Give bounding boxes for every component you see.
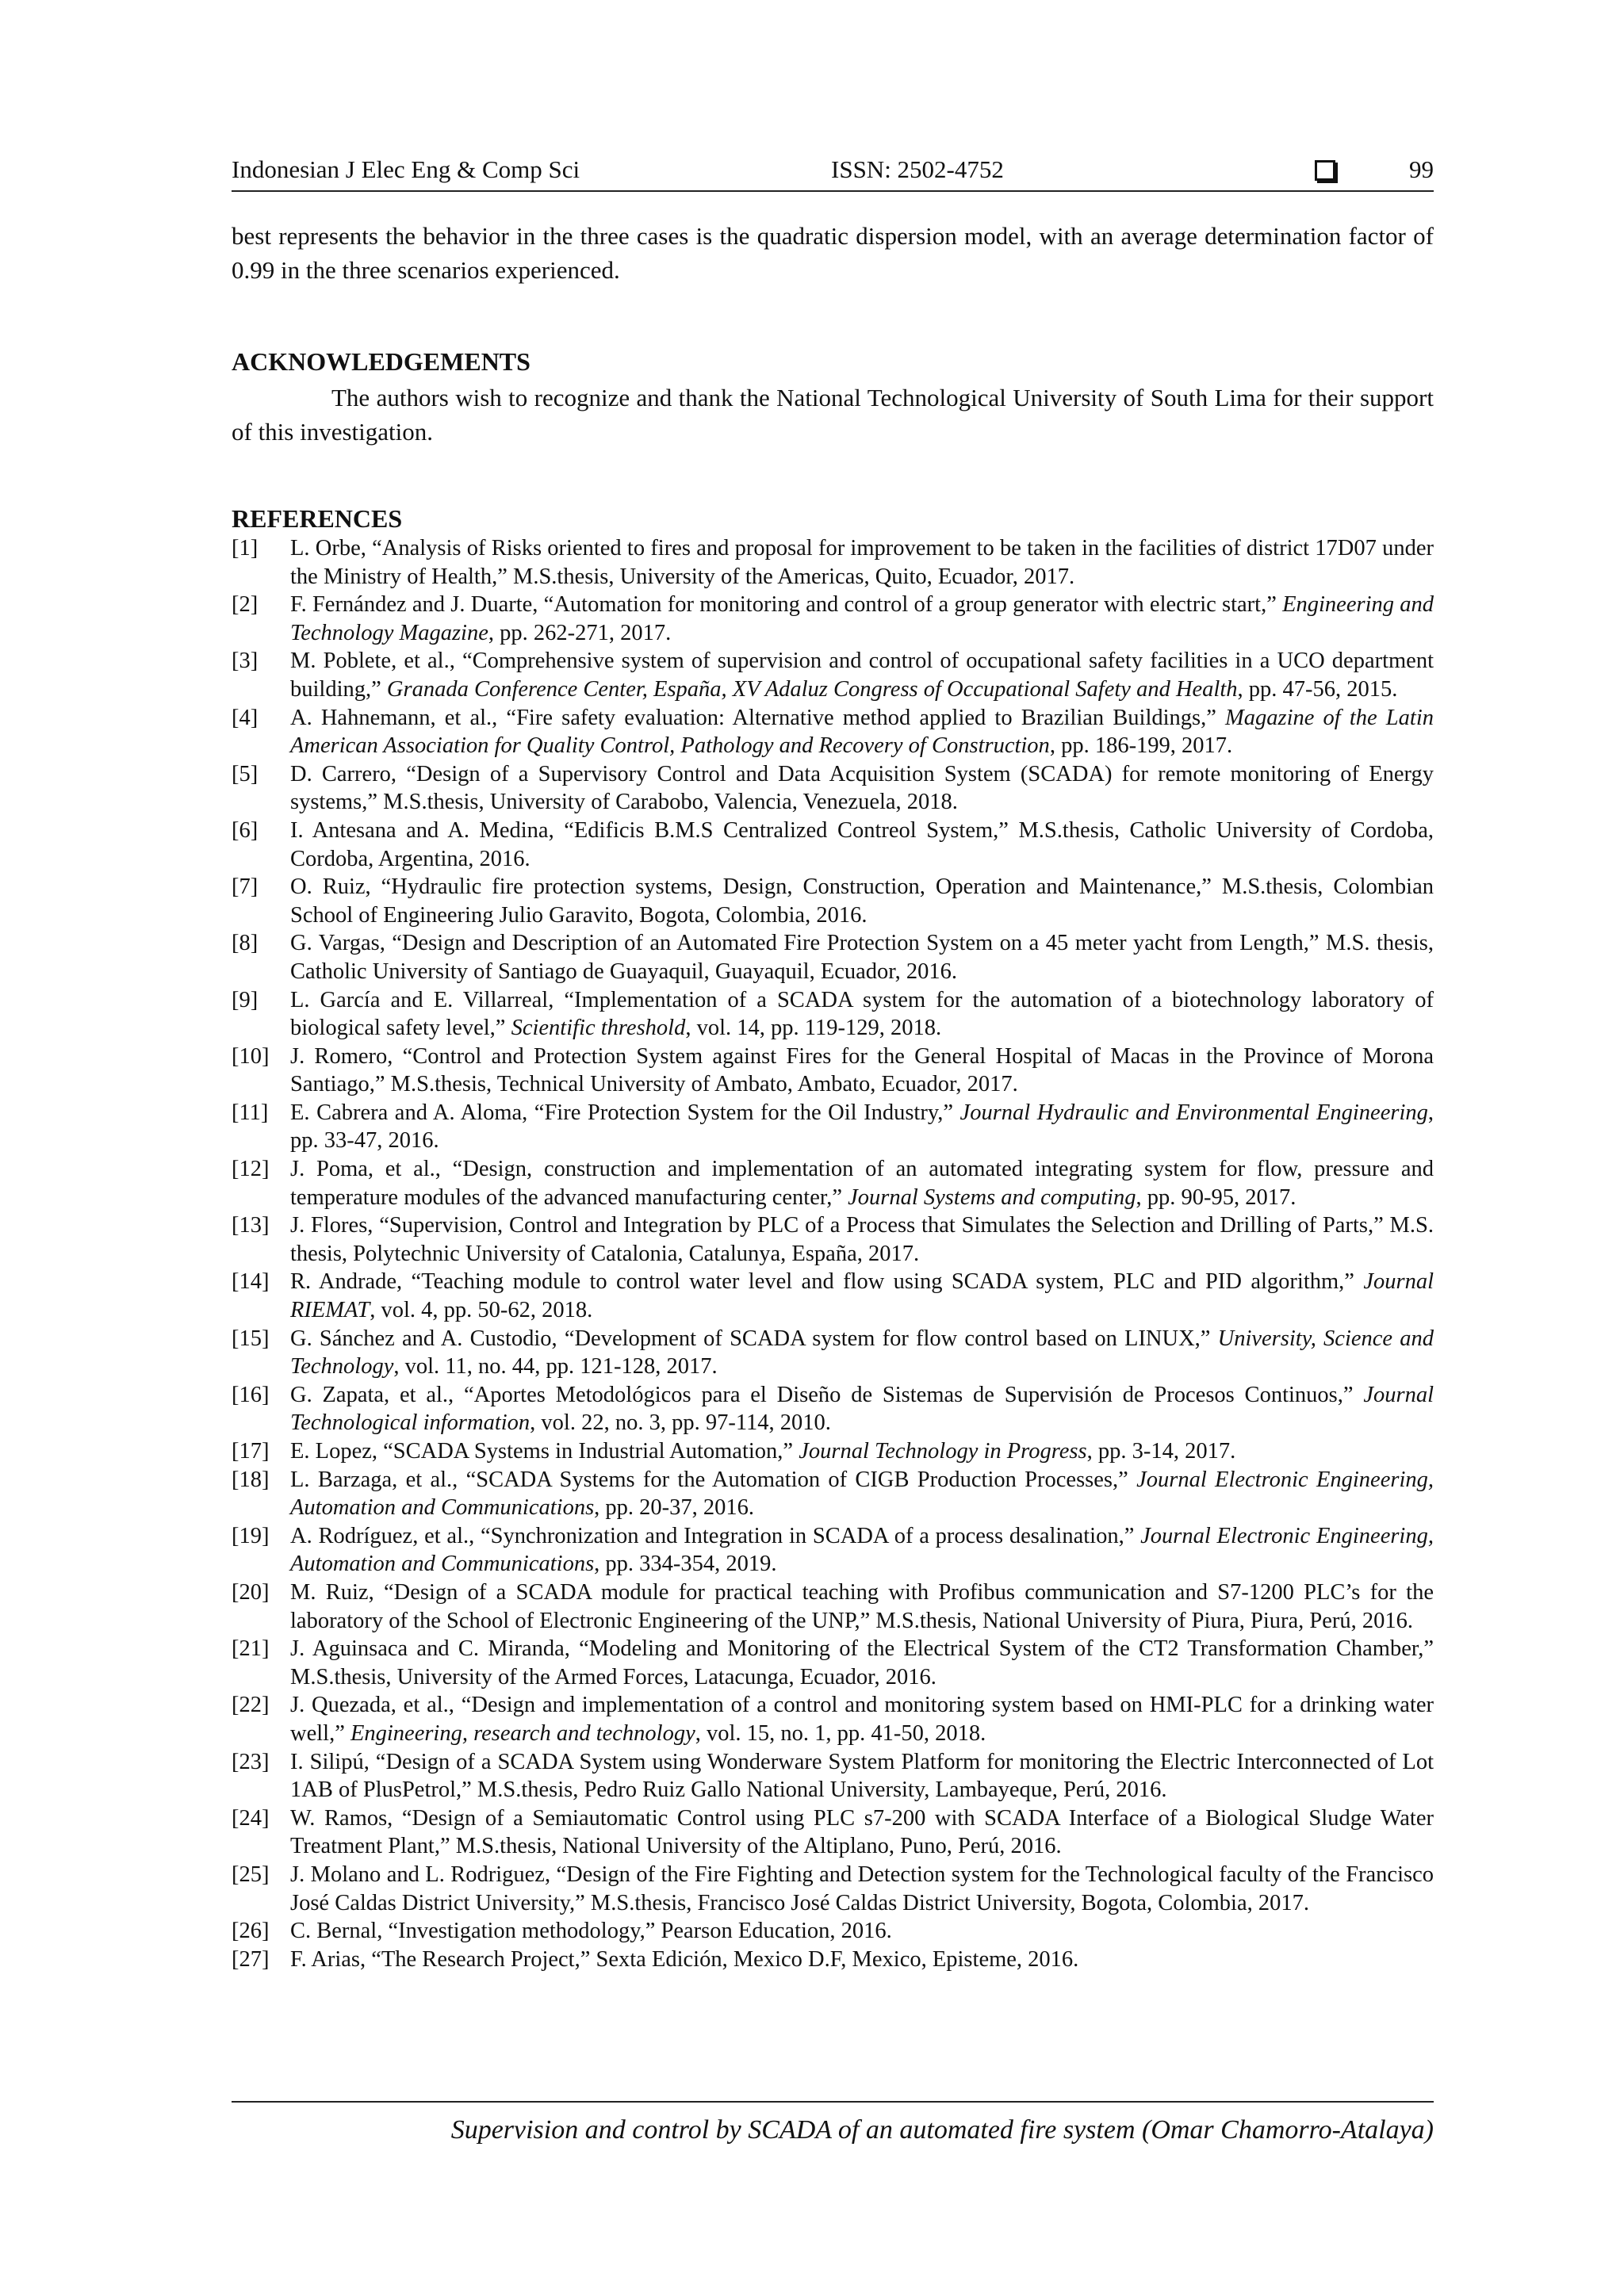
- reference-number: [15]: [232, 1326, 270, 1351]
- reference-text: F. Fernández and J. Duarte, “Automation for monitoring and control of a group generator with electric start,”: [290, 592, 1283, 618]
- reference-item: [232, 1043, 1434, 1099]
- reference-number: [19]: [232, 1523, 270, 1548]
- reference-item: [232, 1804, 1434, 1861]
- reference-number: [27]: [232, 1946, 270, 1972]
- reference-details: , pp. 3-14, 2017.: [1086, 1439, 1236, 1464]
- reference-text: J. Romero, “Control and Protection System against Fires for the General Hospital of Macas in the Province of Morona Santiago,” M.S.thesis, Technical University of Ambato, Ambato, Ecuador, 2017.: [290, 1043, 1434, 1097]
- reference-number: [12]: [232, 1157, 270, 1182]
- reference-item: [232, 1946, 1434, 1974]
- reference-number: [11]: [232, 1100, 269, 1125]
- reference-item: [232, 986, 1434, 1043]
- reference-item: [232, 1211, 1434, 1268]
- reference-details: , pp. 20-37, 2016.: [594, 1495, 755, 1521]
- reference-text: J. Poma, et al., “Design, construction and implementation of an automated integrating system for flow, pressure and temperature modules of the advanced manufacturing center,”: [290, 1157, 1434, 1210]
- reference-details: , pp. 186-199, 2017.: [1049, 733, 1233, 759]
- reference-text: G. Vargas, “Design and Description of an Automated Fire Protection System on a 45 meter yacht from Length,” M.S. thesis, Catholic University of Santiago de Guayaquil, Guayaquil, Ecuador, 2016.: [290, 931, 1434, 984]
- reference-item: [232, 1691, 1434, 1747]
- reference-details: , pp. 90-95, 2017.: [1136, 1184, 1297, 1210]
- reference-source: Journal Electronic Engineering, Automation and Communications: [290, 1523, 1434, 1577]
- reference-number: [26]: [232, 1919, 270, 1944]
- reference-item: [232, 1748, 1434, 1804]
- reference-item: [232, 1635, 1434, 1691]
- reference-text: W. Ramos, “Design of a Semiautomatic Control using PLC s7-200 with SCADA Interface of a Biological Sludge Water Treatment Plant,” M.S.thesis, National University of the Altiplano, Puno, Perú, 2016.: [290, 1805, 1434, 1859]
- square-bullet-icon: [1315, 160, 1335, 181]
- reference-number: [24]: [232, 1805, 270, 1831]
- reference-text: G. Zapata, et al., “Aportes Metodológicos para el Diseño de Sistemas de Supervisión de Procesos Continuos,”: [290, 1382, 1364, 1407]
- reference-item: [232, 647, 1434, 703]
- reference-item: [232, 704, 1434, 760]
- reference-text: J. Molano and L. Rodriguez, “Design of the Fire Fighting and Detection system for the Technological faculty of the Francisco José Caldas District University,” M.S.thesis, Francisco José Caldas District University, Bogota, Colombia, 2017.: [290, 1862, 1434, 1915]
- footer-text: Supervision and control by SCADA of an automated fire system (Omar Chamorro-Atalaya): [450, 2115, 1434, 2145]
- reference-number: [2]: [232, 592, 259, 618]
- reference-item: [232, 591, 1434, 647]
- reference-number: [7]: [232, 874, 259, 900]
- reference-text: O. Ruiz, “Hydraulic fire protection systems, Design, Construction, Operation and Maintenance,” M.S.thesis, Colombian School of Engineering Julio Garavito, Bogota, Colombia, 2016.: [290, 874, 1434, 928]
- reference-source: Journal Technology in Progress: [799, 1439, 1087, 1464]
- reference-details: , vol. 14, pp. 119-129, 2018.: [685, 1016, 942, 1041]
- reference-number: [6]: [232, 817, 259, 843]
- reference-details: , vol. 15, no. 1, pp. 41-50, 2018.: [695, 1720, 986, 1746]
- reference-number: [16]: [232, 1382, 270, 1407]
- reference-source: Journal RIEMAT: [290, 1269, 1434, 1323]
- page-header: [232, 155, 1434, 192]
- reference-source: Granada Conference Center, España, XV Adaluz Congress of Occupational Safety and Health: [386, 676, 1238, 702]
- reference-number: [3]: [232, 649, 259, 674]
- reference-number: [20]: [232, 1579, 270, 1605]
- reference-item: [232, 760, 1434, 817]
- reference-text: D. Carrero, “Design of a Supervisory Control and Data Acquisition System (SCADA) for remote monitoring of Energy systems,” M.S.thesis, University of Carabobo, Valencia, Venezuela, 2018.: [290, 761, 1434, 815]
- reference-details: , pp. 33-47, 2016.: [290, 1100, 1434, 1154]
- reference-text: F. Arias, “The Research Project,” Sexta Edición, Mexico D.F, Mexico, Episteme, 2016.: [290, 1946, 1079, 1972]
- reference-source: Magazine of the Latin American Association for Quality Control, Pathology and Recovery of Construction: [290, 705, 1434, 759]
- reference-item: [232, 1099, 1434, 1155]
- reference-number: [8]: [232, 931, 259, 956]
- reference-item: [232, 929, 1434, 985]
- reference-source: Engineering, research and technology: [350, 1720, 695, 1746]
- reference-text: G. Sánchez and A. Custodio, “Development of SCADA system for flow control based on LINUX,”: [290, 1326, 1218, 1351]
- reference-details: , vol. 11, no. 44, pp. 121-128, 2017.: [393, 1354, 718, 1380]
- acknowledgements-heading: ACKNOWLEDGEMENTS: [232, 347, 530, 376]
- reference-source: Journal Electronic Engineering, Automation and Communications: [290, 1467, 1434, 1521]
- acknowledgements-text: The authors wish to recognize and thank the National Technological University of South Lima for their support of this investigation.: [232, 384, 1434, 446]
- reference-item: [232, 817, 1434, 873]
- reference-item: [232, 1268, 1434, 1324]
- reference-item: [232, 1381, 1434, 1437]
- reference-number: [18]: [232, 1467, 270, 1492]
- reference-number: [21]: [232, 1636, 270, 1662]
- page-number: 99: [1409, 155, 1434, 183]
- reference-source: Journal Hydraulic and Environmental Engineering: [959, 1100, 1428, 1125]
- reference-text: M. Ruiz, “Design of a SCADA module for practical teaching with Profibus communication and S7-1200 PLC’s for the laboratory of the School of Electronic Engineering of the UNP,” M.S.thesis, National University of Piura, Piura, Perú, 2016.: [290, 1579, 1434, 1633]
- reference-text: E. Cabrera and A. Aloma, “Fire Protection System for the Oil Industry,”: [290, 1100, 960, 1125]
- intro-paragraph: [232, 219, 1434, 287]
- reference-source: Journal Technological information: [290, 1382, 1434, 1436]
- reference-text: L. García and E. Villarreal, “Implementation of a SCADA system for the automation of a biotechnology laboratory of biological safety level,”: [290, 987, 1434, 1041]
- reference-text: J. Flores, “Supervision, Control and Integration by PLC of a Process that Simulates the Selection and Drilling of Parts,” M.S. thesis, Polytechnic University of Catalonia, Catalunya, España, 2017.: [290, 1213, 1434, 1266]
- reference-text: I. Silipú, “Design of a SCADA System using Wonderware System Platform for monitoring the Electric Interconnected of Lot 1AB of PlusPetrol,” M.S.thesis, Pedro Ruiz Gallo National University, Lambayeque, Perú, 2016.: [290, 1749, 1434, 1803]
- reference-item: [232, 1917, 1434, 1946]
- reference-text: J. Aguinsaca and C. Miranda, “Modeling and Monitoring of the Electrical System of the CT2 Transformation Chamber,” M.S.thesis, University of the Armed Forces, Latacunga, Ecuador, 2016.: [290, 1636, 1434, 1689]
- reference-number: [14]: [232, 1269, 270, 1295]
- reference-item: [232, 1466, 1434, 1522]
- references-heading: REFERENCES: [232, 504, 403, 533]
- reference-details: , vol. 22, no. 3, pp. 97-114, 2010.: [530, 1410, 831, 1436]
- reference-number: [25]: [232, 1862, 270, 1887]
- reference-text: A. Hahnemann, et al., “Fire safety evaluation: Alternative method applied to Brazilian Buildings,”: [290, 705, 1226, 730]
- acknowledgements-section: [232, 381, 1434, 449]
- reference-number: [4]: [232, 705, 259, 730]
- reference-details: , pp. 47-56, 2015.: [1237, 676, 1398, 702]
- reference-details: , vol. 4, pp. 50-62, 2018.: [370, 1298, 593, 1323]
- reference-text: C. Bernal, “Investigation methodology,” Pearson Education, 2016.: [290, 1919, 892, 1944]
- reference-source: Engineering and Technology Magazine: [290, 592, 1434, 645]
- reference-details: , pp. 334-354, 2019.: [594, 1552, 777, 1577]
- journal-name: Indonesian J Elec Eng & Comp Sci: [232, 155, 580, 183]
- reference-item: [232, 534, 1434, 591]
- reference-number: [23]: [232, 1749, 270, 1774]
- reference-number: [13]: [232, 1213, 270, 1238]
- reference-number: [5]: [232, 761, 259, 786]
- reference-source: Journal Systems and computing: [848, 1184, 1136, 1210]
- reference-item: [232, 1325, 1434, 1381]
- reference-item: [232, 1861, 1434, 1917]
- reference-text: I. Antesana and A. Medina, “Edificis B.M.S Centralized Contreol System,” M.S.thesis, Catholic University of Cordoba, Cordoba, Argentina, 2016.: [290, 817, 1434, 871]
- reference-source: University, Science and Technology: [290, 1326, 1434, 1380]
- reference-number: [22]: [232, 1693, 270, 1718]
- reference-number: [1]: [232, 536, 259, 561]
- references-list: [232, 534, 1434, 1973]
- reference-item: [232, 873, 1434, 929]
- issn: ISSN: 2502-4752: [831, 155, 1004, 183]
- reference-text: M. Poblete, et al., “Comprehensive system of supervision and control of occupational safety facilities in a UCO department building,”: [290, 649, 1434, 702]
- reference-text: E. Lopez, “SCADA Systems in Industrial Automation,”: [290, 1439, 799, 1464]
- reference-number: [9]: [232, 987, 259, 1012]
- reference-item: [232, 1155, 1434, 1211]
- reference-number: [17]: [232, 1439, 270, 1464]
- reference-source: Scientific threshold: [511, 1016, 686, 1041]
- reference-text: L. Orbe, “Analysis of Risks oriented to fires and proposal for improvement to be taken in the facilities of district 17D07 under the Ministry of Health,” M.S.thesis, University of the Americas, Quito, Ecuador, 2017.: [290, 536, 1434, 589]
- reference-item: [232, 1578, 1434, 1635]
- reference-item: [232, 1522, 1434, 1578]
- reference-number: [10]: [232, 1043, 270, 1069]
- reference-item: [232, 1437, 1434, 1466]
- page-footer: [232, 2101, 1434, 2145]
- reference-text: L. Barzaga, et al., “SCADA Systems for the Automation of CIGB Production Processes,”: [290, 1467, 1137, 1492]
- intro-text: best represents the behavior in the three cases is the quadratic dispersion model, with an average determination factor of 0.99 in the three scenarios experienced.: [232, 222, 1434, 284]
- reference-text: A. Rodríguez, et al., “Synchronization and Integration in SCADA of a process desalination,”: [290, 1523, 1141, 1548]
- reference-text: R. Andrade, “Teaching module to control water level and flow using SCADA system, PLC and PID algorithm,”: [290, 1269, 1364, 1295]
- reference-text: J. Quezada, et al., “Design and implementation of a control and monitoring system based on HMI-PLC for a drinking water well,”: [290, 1693, 1434, 1746]
- reference-details: , pp. 262-271, 2017.: [488, 620, 672, 645]
